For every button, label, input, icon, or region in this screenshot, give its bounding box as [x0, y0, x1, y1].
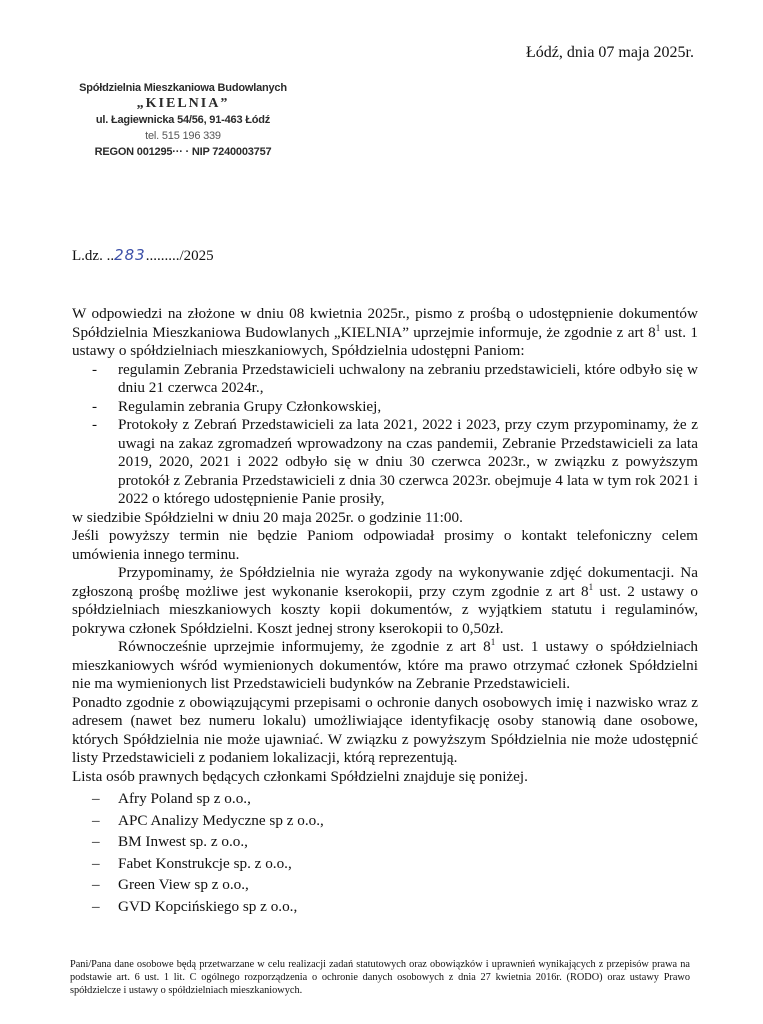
firm-item — [72, 810, 698, 832]
paragraph-lists — [72, 638, 698, 694]
superscript: 1 — [490, 636, 496, 647]
paragraph-data-protection: Ponadto zgodnie z obowiązującymi przepisami o ochronie danych osobowych imię i nazwisko wraz z adresem (nawet bez numeru lokalu) umożliwiające identyfikację osoby stanowią dane osobowe, których Spółdzielnia nie może ujawniać. W związku z powyższym Spółdzielnia nie może udostępnić listy Przedstawicieli z podaniem lokalizacji, którą reprezentują. — [72, 693, 698, 766]
firm-item — [72, 788, 698, 810]
stamp-regon-nip: REGON 001295··· · NIP 7240003757 — [94, 146, 272, 158]
dash-bullet: - — [92, 416, 98, 433]
document-item — [72, 361, 698, 398]
reference-handwritten-number: 283 — [114, 246, 146, 264]
paragraph-lists-rest: ust. 1 ustawy o spółdzielniach mieszkaniowych wśród wymienionych dokumentów, które ma prawo otrzymać członek Spółdzielni nie ma wymienionych list Przedstawicieli budynków na Zebranie Przedstawicieli. — [72, 638, 698, 692]
firm-item-text: BM Inwest sp. z o.o., — [118, 833, 248, 850]
document-item — [72, 398, 698, 417]
document-item-text: regulamin Zebrania Przedstawicieli uchwalony na zebraniu przedstawicieli, które odbyło się w dniu 21 czerwca 2024r., — [118, 360, 698, 396]
document-item — [72, 416, 698, 509]
firm-item-text: Fabet Konstrukcje sp. z o.o., — [118, 854, 292, 872]
firms-list — [72, 788, 698, 917]
dash-bullet: – — [92, 876, 100, 893]
stamp-brand: „KIELNIA” — [136, 96, 230, 111]
reference-suffix: ........./2025 — [145, 248, 214, 264]
dash-bullet: – — [92, 790, 100, 807]
firm-item — [72, 896, 698, 918]
dash-bullet: – — [92, 854, 100, 872]
paragraph-firms-intro: Lista osób prawnych będących członkami Spółdzielni znajduje się poniżej. — [72, 767, 528, 785]
stamp-phone: tel. 515 196 339 — [145, 130, 221, 142]
stamp-company-name: Spółdzielnia Mieszkaniowa Budowlanych — [79, 82, 287, 94]
gdpr-footer: Pani/Pana dane osobowe będą przetwarzane w celu realizacji zadań statutowych oraz obowiązków i uprawnień wynikających z przepisów prawa na podstawie art. 6 ust. 1 lit. C ogólnego rozporządzenia o ochronie danych osobowych z dnia 27 kwietnia 2016r. (RODO) oraz ustawy Prawo spółdzielcze i ustawy o spółdzielniach mieszkaniowych. — [70, 959, 690, 996]
paragraph-meeting-date: w siedzibie Spółdzielni w dniu 20 maja 2025r. o godzinie 11:00. — [72, 508, 463, 526]
superscript: 1 — [655, 322, 661, 333]
dash-bullet: – — [92, 897, 100, 915]
dash-bullet: – — [92, 811, 100, 829]
dash-bullet: - — [92, 360, 98, 378]
company-stamp — [78, 80, 288, 160]
firm-item-text: GVD Kopcińskiego sp z o.o., — [118, 897, 298, 915]
paragraph-intro-text: W odpowiedzi na złożone w dniu 08 kwietnia 2025r., pismo z prośbą o udostępnienie dokumentów Spółdzielnia Mieszkaniowa Budowlanych „KIELNIA” uprzejmie informuje, że zgodnie z art 8 — [72, 305, 698, 341]
paragraph-photos — [72, 564, 698, 638]
dash-bullet: – — [92, 833, 100, 850]
reference-number — [72, 246, 214, 265]
stamp-address: ul. Łagiewnicka 54/56, 91-463 Łódź — [95, 114, 271, 126]
paragraph-intro-rest: ust. 1 ustawy o spółdzielniach mieszkaniowych, Spółdzielnia udostępni Paniom: — [72, 323, 698, 359]
firm-item-text: Green View sp z o.o., — [118, 876, 249, 893]
letter-body — [72, 305, 698, 917]
document-item-text: Protokoły z Zebrań Przedstawicieli za lata 2021, 2022 i 2023, przy czym przypominamy, że z uwagi na zakaz zgromadzeń wprowadzony na czas pandemii, Zebranie Przedstawicieli za lata 2019, 2020, 2021 i 2022 odbyło się w dniu 30 czerwca 2023r., w związku z powyższym protokół z Zebrania Przedstawicieli z dnia 30 czerwca 2023r. obejmuje 4 lata w tym rok 2021 i 2022 o którego udostępnienie Panie prosiły, — [118, 416, 698, 507]
document-item-text: Regulamin zebrania Grupy Członkowskiej, — [118, 397, 382, 415]
dash-bullet: - — [92, 397, 98, 415]
paragraph-contact: Jeśli powyższy termin nie będzie Paniom odpowiadał prosimy o kontakt telefoniczny celem umówienia innego terminu. — [72, 527, 698, 563]
paragraph-lists-text: Równocześnie uprzejmie informujemy, że zgodnie z art 8 — [118, 638, 491, 655]
paragraph-photos-text: Przypominamy, że Spółdzielnia nie wyraża zgody na wykonywanie zdjęć dokumentacji. Na zgłoszoną prośbę możliwe jest wykonanie kserokopii, przy czym zgodnie z art 8 — [72, 564, 698, 600]
paragraph-photos-rest: ust. 2 ustawy o spółdzielniach mieszkaniowych koszty kopii dokumentów, z wyjątkiem statutu i regulaminów, pokrywa członek Spółdzielni. Koszt jednej strony kserokopii to 0,50zł. — [72, 582, 699, 637]
reference-prefix: L.dz. .. — [72, 248, 115, 264]
paragraph-intro — [72, 305, 698, 361]
firm-item — [72, 853, 698, 875]
superscript: 1 — [588, 581, 594, 592]
firm-item-text: APC Analizy Medyczne sp z o.o., — [118, 811, 324, 829]
firm-item — [72, 831, 698, 853]
firm-item-text: Afry Poland sp z o.o., — [118, 790, 251, 807]
firm-item — [72, 874, 698, 896]
documents-list — [72, 361, 698, 509]
letter-date: Łódź, dnia 07 maja 2025r. — [526, 44, 694, 61]
